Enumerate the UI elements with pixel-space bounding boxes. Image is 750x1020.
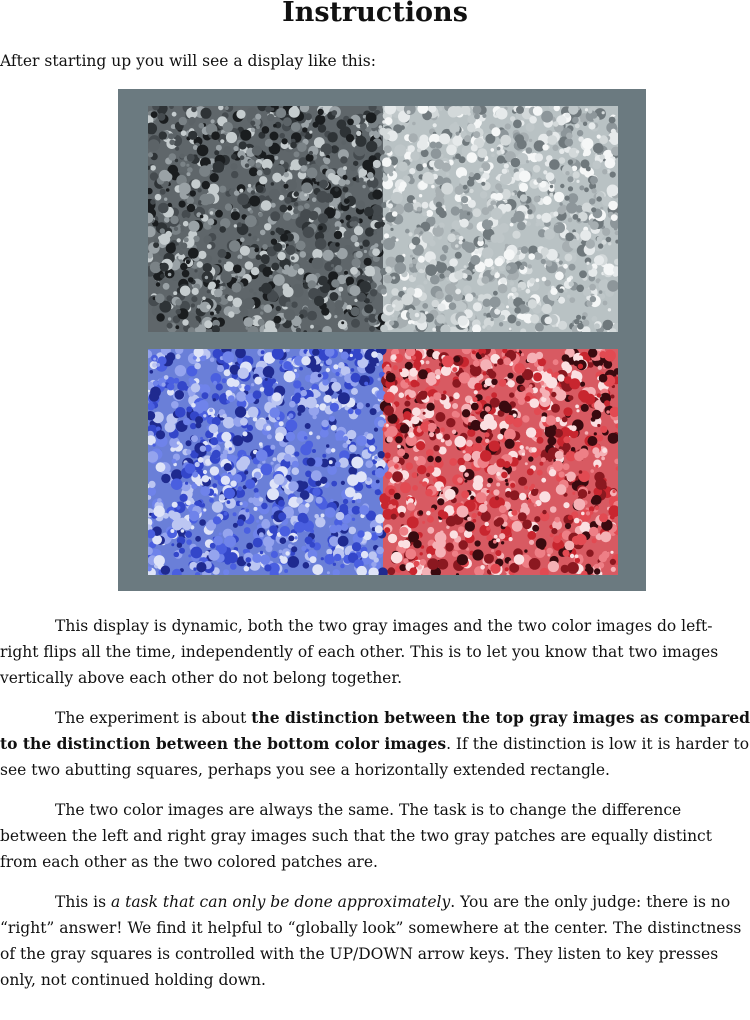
stimulus-display [118,89,646,591]
paragraph-text: . You are the only judge: there is no “right” answer! We find it helpful to “globally look” somewhere at the center. The distinctness of the gray squares is controlled with the UP/DOWN arrow keys. They listen to key presses only, not continued holding down. [0,893,742,989]
paragraph-text: The experiment is about [55,709,252,727]
emphasis-italic: a task that can only be done approximately [111,893,451,911]
paragraph-task [0,797,750,875]
emphasis-bold: the distinction between the top gray images as compared to the distinction between the bottom color images [0,708,750,753]
paragraph-text: This display is dynamic, both the two gray images and the two color images do left-right flips all the time, independently of each other. This is to let you know that two images vertically above each other do not belong together. [0,617,719,687]
gray-stimulus-panel [148,106,618,332]
instructions-body [0,613,750,1007]
intro-text: After starting up you will see a display like this: [0,52,376,70]
paragraph-text: The two color images are always the same. The task is to change the difference between the left and right gray images such that the two gray patches are equally distinct from each other as the two colored patches are. [0,801,712,871]
paragraph-experiment-goal [0,705,750,783]
paragraph-approximate [0,889,750,993]
paragraph-dynamic-display [0,613,750,691]
page-title: Instructions [282,0,468,28]
paragraph-text: . If the distinction is low it is harder to see two abutting squares, perhaps you see a horizontally extended rectangle. [0,735,750,779]
color-stimulus-panel [148,349,618,575]
paragraph-text: This is [55,893,111,911]
